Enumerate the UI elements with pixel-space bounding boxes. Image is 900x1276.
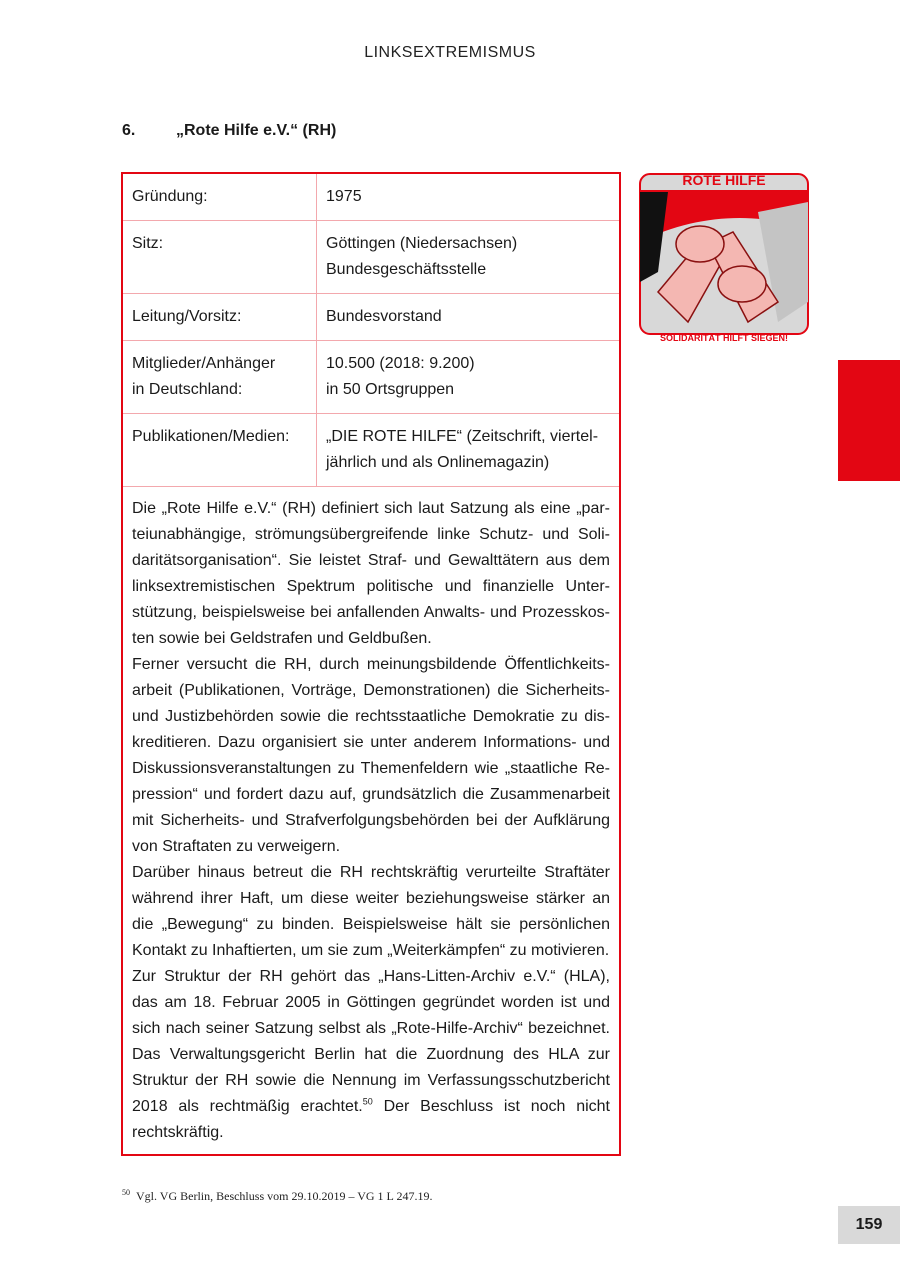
- logo-top-text: ROTE HILFE: [682, 172, 766, 188]
- body-text: [123, 487, 619, 1154]
- fact-value: 1975: [317, 174, 620, 221]
- footnote-number: 50: [122, 1188, 130, 1197]
- rote-hilfe-logo: [638, 172, 810, 344]
- fact-box: [121, 172, 621, 1156]
- fact-label: Mitglieder/Anhänger in Deutschland:: [123, 341, 317, 414]
- table-row: [123, 414, 619, 487]
- paragraph-text-end: Der Beschluss ist noch nicht rechtskräftig.: [132, 1098, 610, 1141]
- section-title: „Rote Hilfe e.V.“ (RH): [176, 122, 337, 139]
- running-head: LINKSEXTREMISMUS: [364, 44, 536, 61]
- section-number: 6.: [122, 122, 136, 139]
- footnote: [122, 1188, 432, 1204]
- fact-value: Bundesvorstand: [317, 294, 620, 341]
- fact-label: Gründung:: [123, 174, 317, 221]
- section-heading: [122, 122, 336, 140]
- paragraph: Darüber hinaus betreut die RH rechtskräftig verurteilte Straftäter während ihrer Haft, um diese weiter beziehungsweise stärker an die „Bewegung“ zu binden. Beispielsweise hält sie persönlichen Kontakt zu Inhaftierten, um sie zum „Weiterkämpfen“ zu motivieren.: [132, 864, 610, 959]
- table-row: [123, 341, 619, 414]
- footnote-text: Vgl. VG Berlin, Beschluss vom 29.10.2019 – VG 1 L 247.19.: [136, 1189, 433, 1203]
- paragraph-text: Zur Struktur der RH gehört das „Hans-Litten-Archiv e.V.“ (HLA), das am 18. Februar 2005 in Göttingen gegründet worden ist und sich nach seiner Satzung selbst als „Rote-Hilfe-Archiv“ bezeichnet. Das Verwaltungsgericht Berlin hat die Zuordnung des HLA zur Struktur der RH sowie die Nennung im Verfassungsschutzbericht 2018 als rechtmäßig erachtet.: [132, 968, 610, 1115]
- fact-label: Sitz:: [123, 221, 317, 294]
- paragraph: [132, 964, 610, 1146]
- fact-value: Göttingen (Niedersachsen) Bundesgeschäftsstelle: [317, 221, 620, 294]
- fact-label: Leitung/Vorsitz:: [123, 294, 317, 341]
- fact-table: [123, 174, 619, 487]
- page-number: 159: [838, 1206, 900, 1244]
- chapter-tab: [838, 360, 900, 481]
- logo-bottom-text: SOLIDARITÄT HILFT SIEGEN!: [660, 333, 788, 343]
- fact-value: „DIE ROTE HILFE“ (Zeitschrift, vierteljährlich und als Onlinemagazin): [317, 414, 620, 487]
- table-row: [123, 174, 619, 221]
- paragraph: Ferner versucht die RH, durch meinungsbildende Öffentlichkeitsarbeit (Publikationen, Vorträge, Demonstrationen) die Sicherheits- und Justizbehörden sowie die rechtsstaatliche Demokratie zu diskreditieren. Dazu organisiert sie unter anderem Informations- und Diskussionsveranstaltungen zu Themenfeldern wie „staatliche Repression“ und fordert dazu auf, grundsätzlich die Zusammenarbeit mit Sicherheits- und Strafverfolgungsbehörden bei der Aufklärung von Straftaten zu verweigern.: [132, 656, 610, 855]
- table-row: [123, 221, 619, 294]
- footnote-ref[interactable]: 50: [362, 1096, 373, 1107]
- fact-value: 10.500 (2018: 9.200) in 50 Ortsgruppen: [317, 341, 620, 414]
- logo-graphic: [638, 172, 810, 344]
- table-row: [123, 294, 619, 341]
- paragraph: Die „Rote Hilfe e.V.“ (RH) definiert sich laut Satzung als eine „parteiunabhängige, strömungsübergreifende linke Schutz- und Solidaritätsorganisation“. Sie leistet Straf- und Gewalttätern aus dem linksextremistischen Spektrum politische und finanzielle Unterstützung, beispielsweise bei anfallenden Anwalts- und Prozesskosten sowie bei Geldstrafen und Geldbußen.: [132, 500, 610, 647]
- fact-label: Publikationen/Medien:: [123, 414, 317, 487]
